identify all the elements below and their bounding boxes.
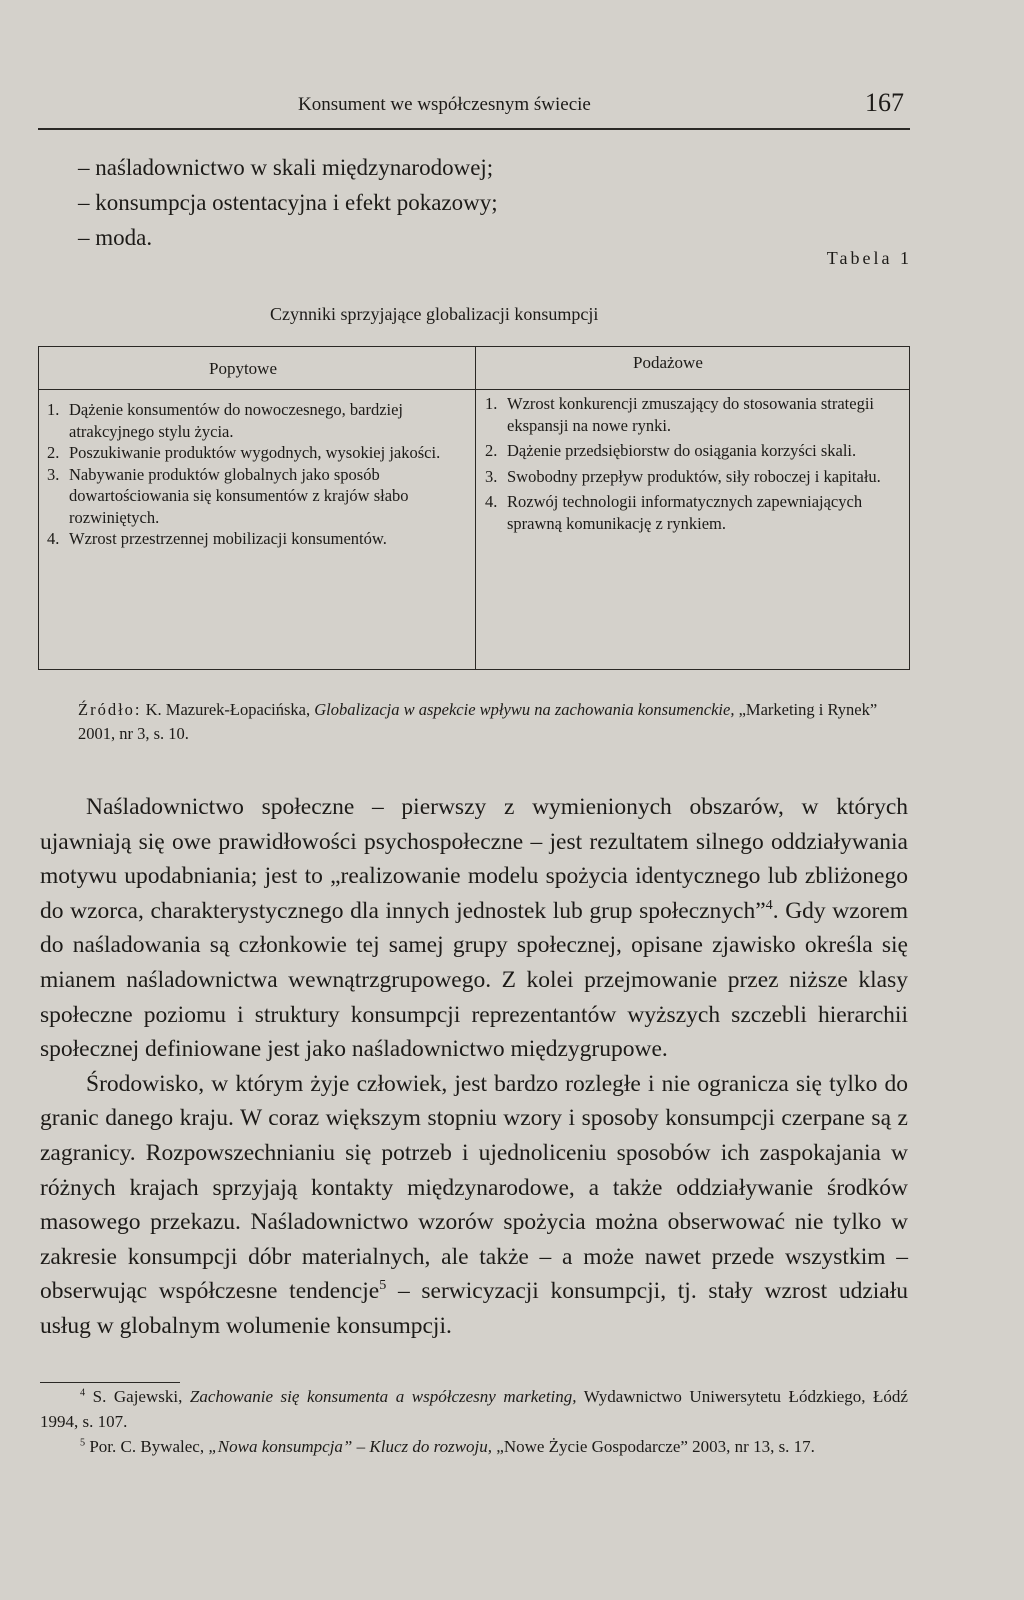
list-item: 2. Dążenie przedsiębiorstw do osiągania korzyści skali.	[485, 441, 857, 460]
source-title: Globalizacja w aspekcie wpływu na zachowania konsumenckie,	[314, 700, 735, 719]
list-item: 3. Nabywanie produktów globalnych jako sposób dowartościowania się konsumentów z krajów słabo rozwiniętych.	[47, 464, 409, 527]
list-item: 4. Wzrost przestrzennej mobilizacji konsumentów.	[47, 529, 387, 548]
list-item: 1. Wzrost konkurencji zmuszający do stosowania strategii ekspansji na nowe rynki.	[485, 394, 875, 435]
list-item: – konsumpcja ostentacyjna i efekt pokazowy;	[78, 190, 498, 215]
bullet-list	[78, 150, 898, 255]
source-publication: „Marketing i Rynek” 2001, nr 3, s. 10.	[78, 700, 878, 743]
table-caption: Czynniki sprzyjające globalizacji konsumpcji	[270, 304, 599, 324]
footnote: $^4$ S. Gajewski, Zachowanie się konsumenta a współczesny marketing, Wydawnictwo Uniwersytetu Łódzkiego, Łódź 1994, s. 107.	[40, 1387, 908, 1431]
column-header-demand: Popytowe	[209, 359, 277, 378]
footnote: $^5$ Por. C. Bywalec, „Nowa konsumpcja” – Klucz do rozwoju, „Nowe Życie Gospodarcze” 2003, nr 13, s. 17.	[80, 1437, 815, 1456]
list-item: 1. Dążenie konsumentów do nowoczesnego, bardziej atrakcyjnego stylu życia.	[47, 400, 404, 441]
footnote-rule	[40, 1382, 180, 1383]
column-header-supply: Podażowe	[633, 353, 703, 372]
source-label: Źródło:	[78, 700, 142, 719]
running-title: Konsument we współczesnym świecie	[298, 94, 591, 115]
column-divider	[475, 347, 476, 669]
paragraph: Środowisko, w którym żyje człowiek, jest bardzo rozległe i nie ogranicza się tylko do granic danego kraju. W coraz większym stopniu wzory i sposoby konsumpcji czerpane są z zagranicy. Rozpowszechnianiu się potrzeb i ujednoliceniu sposobów ich zaspokajania w różnych krajach sprzyjają kontakty międzynarodowe, a także oddziaływanie środków masowego przekazu. Naśladownictwo wzorów spożycia można obserwować nie tylko w zakresie konsumpcji dóbr materialnych, ale także – a może nawet przede wszystkim – obserwując współczesne tendencje$^5$ – serwicyzacji konsumpcji, tj. stały wzrost udziału usług w globalnym wolumenie konsumpcji.	[40, 1070, 908, 1339]
footnote-ref: 4	[765, 896, 773, 913]
footnote-ref: 5	[379, 1277, 387, 1294]
factors-table	[38, 346, 910, 670]
page-number: 167	[865, 88, 904, 117]
list-item: 3. Swobodny przepływ produktów, siły roboczej i kapitału.	[485, 466, 881, 486]
table-source	[78, 698, 908, 746]
header-divider	[39, 389, 909, 390]
list-item: 2. Poszukiwanie produktów wygodnych, wysokiej jakości.	[47, 443, 441, 462]
demand-factor-list	[47, 399, 463, 550]
supply-factor-list	[485, 393, 893, 538]
body-text	[40, 790, 908, 1344]
list-item: – naśladownictwo w skali międzynarodowej;	[78, 155, 494, 180]
footnotes	[40, 1384, 908, 1459]
page-header	[38, 88, 910, 130]
list-item: 4. Rozwój technologii informatycznych zapewniających sprawną komunikację z rynkiem.	[485, 492, 863, 533]
source-author: K. Mazurek-Łopacińska,	[145, 700, 311, 719]
paragraph: Naśladownictwo społeczne – pierwszy z wymienionych obszarów, w których ujawniają się owe prawidłowości psychospołeczne – jest rezultatem silnego oddziaływania motywu upodabniania; jest to „realizowanie modelu spożycia identycznego lub zbliżonego do wzorca, charakterystycznego dla innych jednostek lub grup społecznych”$^4$. Gdy wzorem do naśladowania są członkowie tej samej grupy społecznej, opisane zjawisko określa się mianem naśladownictwa wewnątrzgrupowego. Z kolei przejmowanie przez niższe klasy społeczne poziomu i struktury konsumpcji reprezentantów wyższych szczebli hierarchii społecznej definiowane jest jako naśladownictwo międzygrupowe.	[40, 794, 908, 1063]
table-label: Tabela 1	[826, 248, 912, 268]
list-item: – moda.	[78, 225, 153, 250]
